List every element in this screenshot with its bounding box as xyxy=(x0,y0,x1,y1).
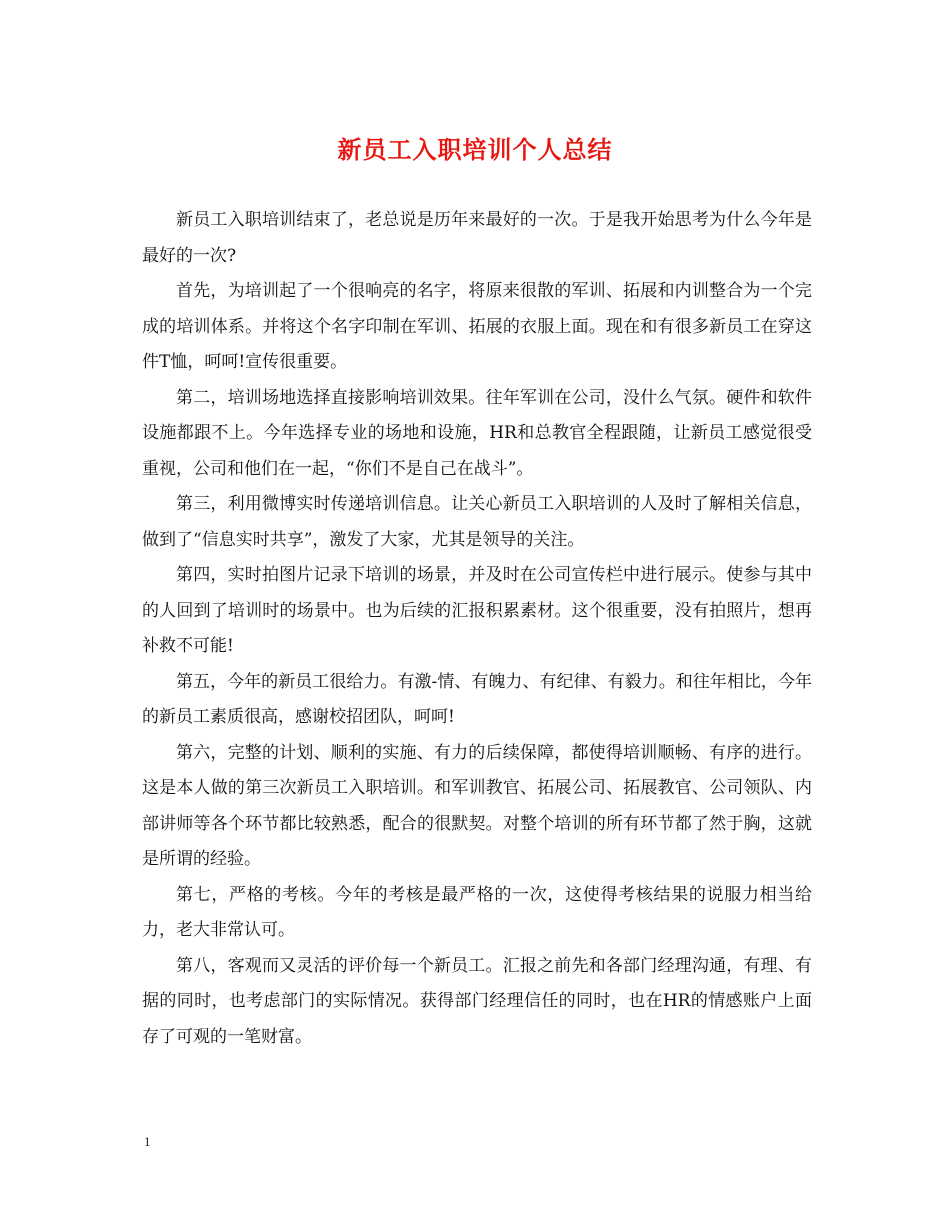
paragraph-8: 第七，严格的考核。今年的考核是最严格的一次，这使得考核结果的说服力相当给力，老大非常认可。 xyxy=(142,884,812,940)
document-body xyxy=(142,203,812,1055)
paragraph-6: 第五，今年的新员工很给力。有激-情、有魄力、有纪律、有毅力。和往年相比，今年的新员工素质很高，感谢校招团队，呵呵! xyxy=(142,671,812,727)
paragraph-7: 第六，完整的计划、顺利的实施、有力的后续保障，都使得培训顺畅、有序的进行。这是本人做的第三次新员工入职培训。和军训教官、拓展公司、拓展教官、公司领队、内部讲师等各个环节都比较熟悉，配合的很默契。对整个培训的所有环节都了然于胸，这就是所谓的经验。 xyxy=(142,742,812,869)
paragraph-4: 第三，利用微博实时传递培训信息。让关心新员工入职培训的人及时了解相关信息，做到了“信息实时共享”，激发了大家，尤其是领导的关注。 xyxy=(142,494,812,550)
paragraph-9: 第八，客观而又灵活的评价每一个新员工。汇报之前先和各部门经理沟通，有理、有据的同时，也考虑部门的实际情况。获得部门经理信任的同时，也在HR的情感账户上面存了可观的一笔财富。 xyxy=(142,955,812,1047)
page-number: 1 xyxy=(144,1134,151,1149)
paragraph-2: 首先，为培训起了一个很响亮的名字，将原来很散的军训、拓展和内训整合为一个完成的培训体系。并将这个名字印制在军训、拓展的衣服上面。现在和有很多新员工在穿这件T恤，呵呵!宣传很重要。 xyxy=(142,281,812,372)
paragraph-1: 新员工入职培训结束了，老总说是历年来最好的一次。于是我开始思考为什么今年是最好的一次? xyxy=(142,210,812,266)
document-title: 新员工入职培训个人总结 xyxy=(337,135,613,164)
paragraph-5: 第四，实时拍图片记录下培训的场景，并及时在公司宣传栏中进行展示。使参与其中的人回到了培训时的场景中。也为后续的汇报积累素材。这个很重要，没有拍照片，想再补救不可能! xyxy=(142,565,812,656)
paragraph-3: 第二，培训场地选择直接影响培训效果。往年军训在公司，没什么气氛。硬件和软件设施都跟不上。今年选择专业的场地和设施，HR和总教官全程跟随，让新员工感觉很受重视，公司和他们在一起，“你们不是自己在战斗”。 xyxy=(142,387,812,479)
